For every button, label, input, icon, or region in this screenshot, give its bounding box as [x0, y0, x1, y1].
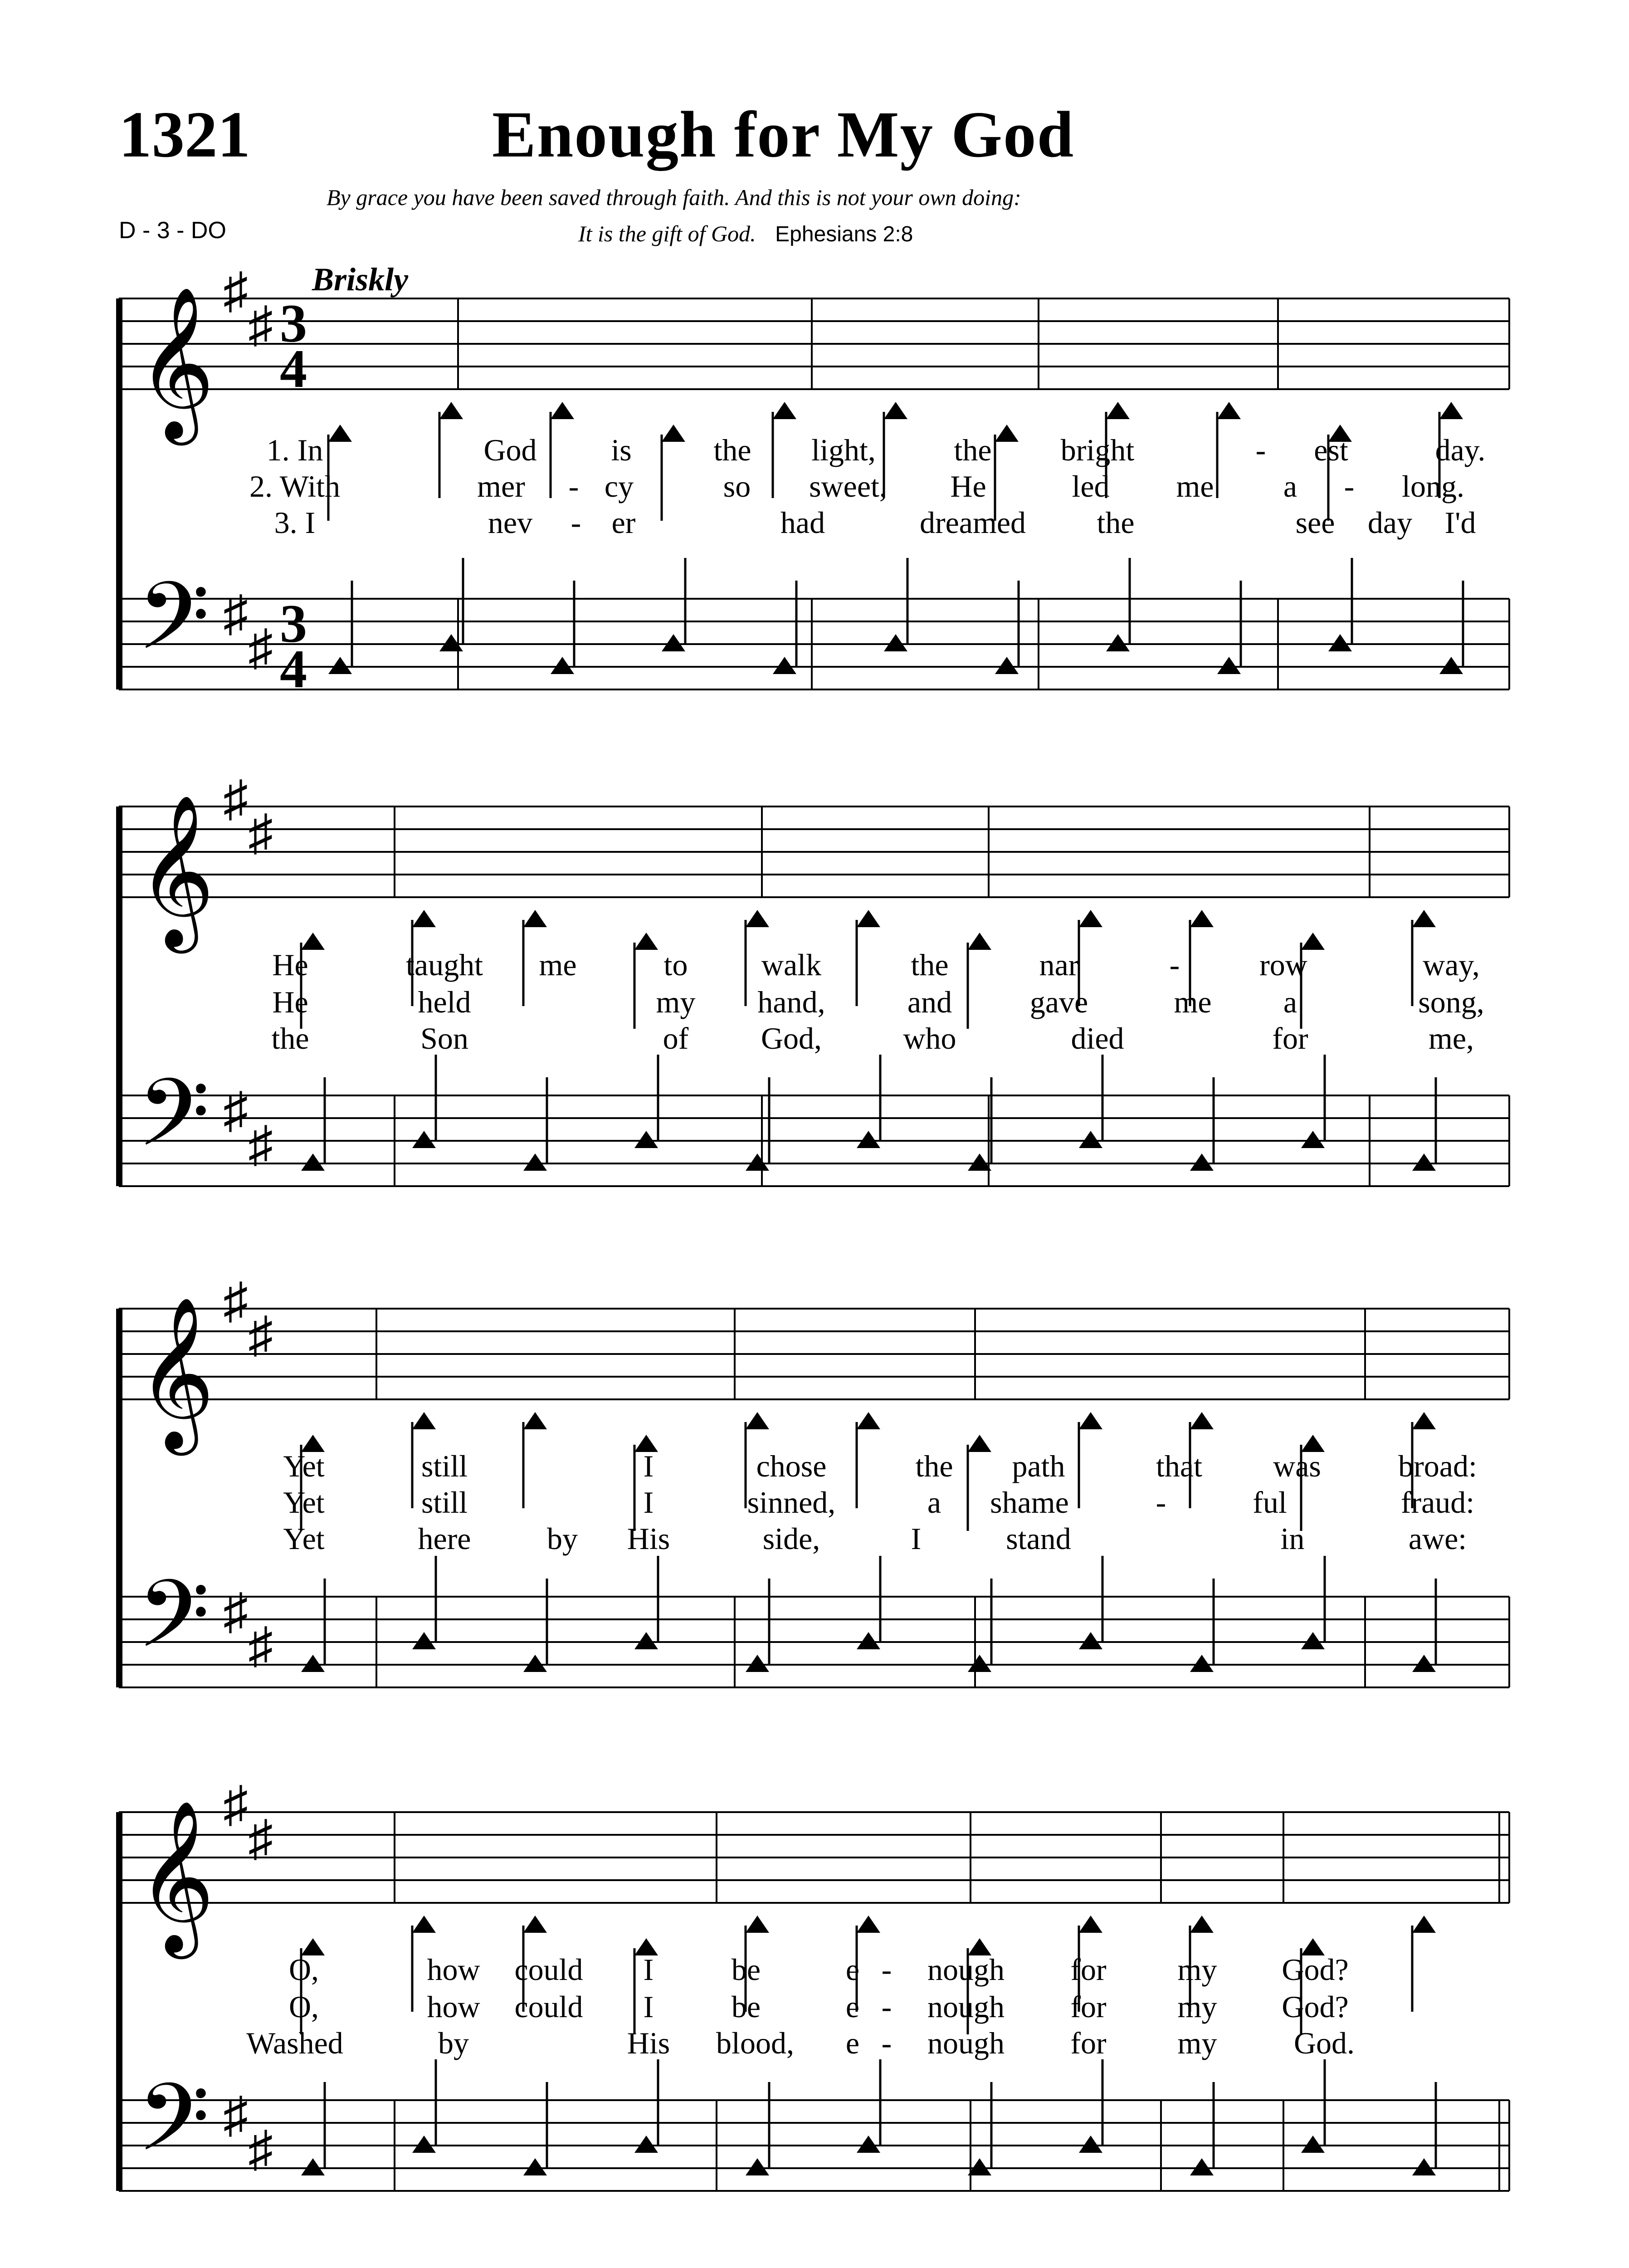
time-signature-top: 3: [280, 293, 307, 353]
lyric-syllable: cy: [604, 469, 634, 503]
lyric-syllable: God.: [1293, 2026, 1355, 2060]
bass-note-head: [634, 2136, 658, 2153]
lyric-syllable: e: [845, 1952, 860, 1987]
treble-note-head: [412, 910, 436, 927]
bass-note-head: [634, 1632, 658, 1649]
lyric-syllable: shame: [990, 1485, 1069, 1520]
lyric-syllable: the: [713, 433, 751, 467]
lyric-syllable: I: [643, 1989, 654, 2024]
lyric-syllable: of: [663, 1021, 689, 1056]
hymn-title: Enough for My God: [492, 98, 1075, 171]
music-system: [116, 1273, 1509, 1690]
bass-note-head: [1079, 1632, 1102, 1649]
bass-note-head: [412, 2136, 436, 2153]
tempo-marking: Briskly: [312, 261, 409, 298]
treble-note-head: [523, 910, 547, 927]
treble-note-head: [1439, 402, 1463, 419]
lyric-syllable: walk: [761, 948, 822, 982]
lyric-syllable: side,: [762, 1521, 820, 1556]
treble-note-head: [1412, 1412, 1436, 1429]
lyric-syllable: -: [568, 469, 579, 503]
lyric-syllable: awe:: [1408, 1521, 1467, 1556]
lyric-syllable: is: [611, 433, 632, 467]
lyric-syllable: song,: [1418, 985, 1484, 1019]
lyric-syllable: for: [1070, 1989, 1107, 2024]
bass-note-head: [884, 634, 907, 651]
lyric-syllable: broad:: [1398, 1449, 1477, 1483]
system-brace-bar: [116, 1812, 122, 2191]
treble-note-head: [439, 402, 463, 419]
bass-note-head: [1328, 634, 1352, 651]
lyric-syllable: e: [845, 1989, 860, 2024]
bass-note-head: [439, 634, 463, 651]
treble-note-head: [746, 910, 769, 927]
bass-note-head: [412, 1632, 436, 1649]
lyric-syllable: nev: [488, 505, 533, 540]
bass-note-head: [523, 2158, 547, 2175]
treble-note-head: [857, 1412, 880, 1429]
sharp-icon: ♯: [223, 1083, 248, 1138]
bass-note-head: [1301, 2136, 1325, 2153]
bass-note-head: [1301, 1632, 1325, 1649]
treble-note-head: [1190, 910, 1214, 927]
music-system: [116, 1777, 1509, 2193]
bass-staff: [119, 2100, 1509, 2191]
lyric-syllable: how: [427, 1952, 480, 1987]
treble-staff: [119, 1309, 1509, 1399]
lyric-syllable: -: [1156, 1485, 1166, 1520]
lyric-syllable: gave: [1029, 985, 1088, 1019]
bass-note-head: [412, 1131, 436, 1148]
lyric-syllable: nough: [927, 1952, 1005, 1987]
lyric-syllable: for: [1272, 1021, 1308, 1056]
lyric-syllable: -: [881, 1952, 892, 1987]
lyric-syllable: in: [1280, 1521, 1305, 1556]
sharp-icon: ♯: [223, 1777, 248, 1832]
system-brace-bar: [116, 298, 122, 689]
treble-note-head: [1079, 910, 1102, 927]
bass-note-head: [523, 1154, 547, 1171]
lyric-syllable: had: [780, 505, 825, 540]
bass-note-head: [773, 657, 796, 674]
lyric-syllable: that: [1156, 1449, 1202, 1483]
lyric-syllable: day: [1367, 505, 1413, 540]
lyric-syllable: held: [418, 985, 471, 1019]
treble-note-head: [884, 402, 907, 419]
sharp-icon: ♯: [223, 1584, 248, 1639]
music-system: [116, 261, 1509, 699]
lyric-syllable: path: [1012, 1449, 1065, 1483]
bass-note-head: [634, 1131, 658, 1148]
sharp-icon: ♯: [248, 1307, 273, 1363]
lyric-syllable: -: [1344, 469, 1355, 503]
music-system: [116, 771, 1509, 1188]
bass-note-head: [301, 2158, 325, 2175]
sharp-icon: ♯: [223, 2087, 248, 2143]
treble-staff: [119, 1812, 1509, 1903]
system-brace-bar: [116, 1309, 122, 1687]
lyric-syllable: still: [421, 1485, 468, 1520]
lyric-syllable: could: [514, 1952, 583, 1987]
bass-note-head: [551, 657, 574, 674]
lyric-syllable: fraud:: [1400, 1485, 1475, 1520]
bass-note-head: [857, 1632, 880, 1649]
sharp-icon: ♯: [248, 1811, 273, 1866]
lyric-syllable: Yet: [283, 1449, 325, 1483]
lyric-syllable: O,: [288, 1952, 319, 1987]
lyric-syllable: here: [418, 1521, 471, 1556]
treble-note-head: [746, 1916, 769, 1933]
lyric-syllable: -: [1169, 948, 1180, 982]
treble-note-head: [995, 425, 1019, 442]
bass-note-head: [746, 1154, 769, 1171]
lyric-syllable: the: [1097, 505, 1135, 540]
hymn-number: 1321: [119, 98, 250, 171]
lyric-syllable: light,: [811, 433, 876, 467]
lyric-syllable: -: [571, 505, 581, 540]
lyric-syllable: could: [514, 1989, 583, 2024]
bass-note-head: [1190, 2158, 1214, 2175]
treble-note-head: [1412, 1916, 1436, 1933]
bass-note-head: [1412, 1655, 1436, 1672]
lyric-syllable: me: [1174, 985, 1212, 1019]
sharp-icon: ♯: [223, 771, 248, 826]
treble-note-head: [634, 933, 658, 950]
lyric-syllable: His: [627, 1521, 670, 1556]
lyric-syllable: was: [1273, 1449, 1321, 1483]
lyric-syllable: -: [881, 2026, 892, 2060]
lyric-syllable: my: [1177, 2026, 1217, 2060]
sharp-icon: ♯: [248, 297, 273, 352]
lyric-syllable: for: [1070, 2026, 1107, 2060]
lyric-syllable: see: [1295, 505, 1335, 540]
bass-note-head: [1079, 2136, 1102, 2153]
lyric-syllable: so: [723, 469, 751, 503]
lyric-syllable: ful: [1253, 1485, 1287, 1520]
treble-staff: [119, 807, 1509, 897]
lyric-syllable: the: [271, 1021, 309, 1056]
lyric-syllable: 3. I: [274, 505, 316, 540]
lyric-syllable: He: [272, 948, 308, 982]
bass-note-head: [857, 2136, 880, 2153]
treble-note-head: [1412, 910, 1436, 927]
bass-clef-icon: 𝄢: [137, 1063, 210, 1188]
bass-staff: [119, 1095, 1509, 1186]
bass-note-head: [301, 1655, 325, 1672]
lyric-syllable: way,: [1423, 948, 1480, 982]
lyric-syllable: I'd: [1444, 505, 1476, 540]
treble-note-head: [968, 933, 991, 950]
bass-note-head: [746, 1655, 769, 1672]
bass-note-head: [1106, 634, 1130, 651]
lyric-syllable: e: [845, 2026, 860, 2060]
lyric-syllable: my: [656, 985, 696, 1019]
lyric-syllable: I: [643, 1485, 654, 1520]
lyric-syllable: His: [627, 2026, 670, 2060]
lyric-syllable: a: [927, 1485, 941, 1520]
lyric-syllable: Son: [420, 1021, 468, 1056]
lyric-syllable: by: [438, 2026, 469, 2060]
lyric-syllable: 1. In: [266, 433, 323, 467]
lyric-syllable: and: [907, 985, 952, 1019]
lyric-syllable: He: [950, 469, 986, 503]
treble-note-head: [773, 402, 796, 419]
treble-note-head: [412, 1916, 436, 1933]
bass-clef-icon: 𝄢: [137, 1564, 210, 1690]
sharp-icon: ♯: [248, 805, 273, 860]
treble-note-head: [1190, 1412, 1214, 1429]
lyric-syllable: blood,: [716, 2026, 794, 2060]
treble-clef-icon: 𝄞: [137, 1300, 215, 1446]
sharp-icon: ♯: [248, 2121, 273, 2177]
treble-note-head: [1190, 1916, 1214, 1933]
scripture-reference: Ephesians 2:8: [775, 222, 913, 246]
lyric-syllable: mer: [477, 469, 525, 503]
lyric-syllable: He: [272, 985, 308, 1019]
treble-note-head: [1079, 1412, 1102, 1429]
bass-clef-icon: 𝄢: [137, 566, 210, 692]
bass-staff: [119, 1597, 1509, 1687]
treble-note-head: [662, 425, 685, 442]
bass-note-head: [857, 1131, 880, 1148]
lyric-syllable: to: [663, 948, 688, 982]
treble-note-head: [523, 1412, 547, 1429]
lyric-syllable: died: [1071, 1021, 1124, 1056]
sharp-icon: ♯: [223, 586, 248, 641]
bass-staff: [119, 599, 1509, 689]
lyric-syllable: Washed: [246, 2026, 343, 2060]
lyric-syllable: hand,: [757, 985, 825, 1019]
lyric-syllable: a: [1283, 469, 1297, 503]
bass-note-head: [301, 1154, 325, 1171]
lyric-syllable: God,: [761, 1021, 822, 1056]
lyric-syllable: God: [483, 433, 537, 467]
lyric-syllable: -: [881, 1989, 892, 2024]
lyric-syllable: sweet,: [809, 469, 887, 503]
lyric-syllable: nar: [1039, 948, 1079, 982]
lyric-syllable: est: [1314, 433, 1348, 467]
bass-note-head: [1412, 2158, 1436, 2175]
lyric-syllable: stand: [1006, 1521, 1071, 1556]
treble-staff: [119, 298, 1509, 389]
lyric-syllable: by: [547, 1521, 578, 1556]
treble-clef-icon: 𝄞: [137, 290, 215, 436]
lyric-syllable: how: [427, 1989, 480, 2024]
lyric-syllable: God?: [1282, 1989, 1349, 2024]
lyric-syllable: day.: [1435, 433, 1486, 467]
lyric-syllable: still: [421, 1449, 468, 1483]
treble-clef-icon: 𝄞: [137, 1804, 215, 1950]
scripture-quote: It is the gift of God.: [578, 221, 756, 246]
lyric-syllable: O,: [288, 1989, 319, 2024]
sharp-icon: ♯: [223, 1273, 248, 1329]
time-signature-top: 3: [280, 593, 307, 654]
system-brace-bar: [116, 807, 122, 1186]
bass-note-head: [995, 657, 1019, 674]
lyric-syllable: I: [643, 1449, 654, 1483]
lyric-syllable: bright: [1060, 433, 1135, 467]
lyric-syllable: God?: [1282, 1952, 1349, 1987]
lyric-syllable: me,: [1428, 1021, 1474, 1056]
lyric-syllable: me: [1176, 469, 1214, 503]
treble-note-head: [1217, 402, 1241, 419]
lyric-syllable: be: [731, 1989, 761, 2024]
bass-note-head: [662, 634, 685, 651]
bass-note-head: [328, 657, 352, 674]
lyric-syllable: the: [911, 948, 949, 982]
treble-note-head: [523, 1916, 547, 1933]
lyric-syllable: the: [915, 1449, 953, 1483]
bass-note-head: [1301, 1131, 1325, 1148]
bass-note-head: [968, 1655, 991, 1672]
lyric-syllable: for: [1070, 1952, 1107, 1987]
treble-note-head: [412, 1412, 436, 1429]
treble-note-head: [857, 1916, 880, 1933]
lyric-syllable: Yet: [283, 1485, 325, 1520]
treble-note-head: [746, 1412, 769, 1429]
treble-note-head: [857, 910, 880, 927]
treble-clef-icon: 𝄞: [137, 798, 215, 944]
bass-note-head: [1190, 1655, 1214, 1672]
bass-note-head: [523, 1655, 547, 1672]
lyric-syllable: who: [903, 1021, 956, 1056]
lyric-syllable: er: [611, 505, 636, 540]
lyric-syllable: Yet: [283, 1521, 325, 1556]
meter-code: D - 3 - DO: [119, 217, 226, 244]
treble-note-head: [328, 425, 352, 442]
lyric-syllable: be: [731, 1952, 761, 1987]
lyric-syllable: me: [539, 948, 577, 982]
sharp-icon: ♯: [248, 1117, 273, 1172]
lyric-syllable: led: [1072, 469, 1110, 503]
treble-note-head: [1079, 1916, 1102, 1933]
bass-note-head: [1190, 1154, 1214, 1171]
lyric-syllable: chose: [756, 1449, 827, 1483]
lyric-syllable: dreamed: [919, 505, 1026, 540]
lyric-syllable: long.: [1402, 469, 1464, 503]
treble-note-head: [1106, 402, 1130, 419]
sharp-icon: ♯: [223, 263, 248, 318]
time-signature-bottom: 4: [280, 639, 307, 699]
lyric-syllable: my: [1177, 1952, 1217, 1987]
bass-note-head: [1412, 1154, 1436, 1171]
lyric-syllable: 2. With: [249, 469, 341, 503]
treble-note-head: [551, 402, 574, 419]
lyric-syllable: row: [1259, 948, 1307, 982]
lyric-syllable: I: [643, 1952, 654, 1987]
lyric-syllable: the: [954, 433, 992, 467]
bass-note-head: [1079, 1131, 1102, 1148]
bass-clef-icon: 𝄢: [137, 2068, 210, 2193]
lyric-syllable: -: [1255, 433, 1266, 467]
lyric-syllable: sinned,: [747, 1485, 836, 1520]
lyric-syllable: my: [1177, 1989, 1217, 2024]
lyric-syllable: nough: [927, 2026, 1005, 2060]
bass-note-head: [1439, 657, 1463, 674]
lyric-syllable: taught: [406, 948, 483, 982]
sharp-icon: ♯: [248, 620, 273, 675]
time-signature-bottom: 4: [280, 338, 307, 399]
lyric-syllable: nough: [927, 1989, 1005, 2024]
lyric-syllable: a: [1283, 985, 1297, 1019]
treble-note-head: [968, 1435, 991, 1452]
bass-note-head: [746, 2158, 769, 2175]
lyric-syllable: I: [911, 1521, 922, 1556]
sharp-icon: ♯: [248, 1618, 273, 1673]
bass-note-head: [1217, 657, 1241, 674]
scripture-epigraph-line1: By grace you have been saved through faith. And this is not your own doing:: [327, 185, 1021, 210]
